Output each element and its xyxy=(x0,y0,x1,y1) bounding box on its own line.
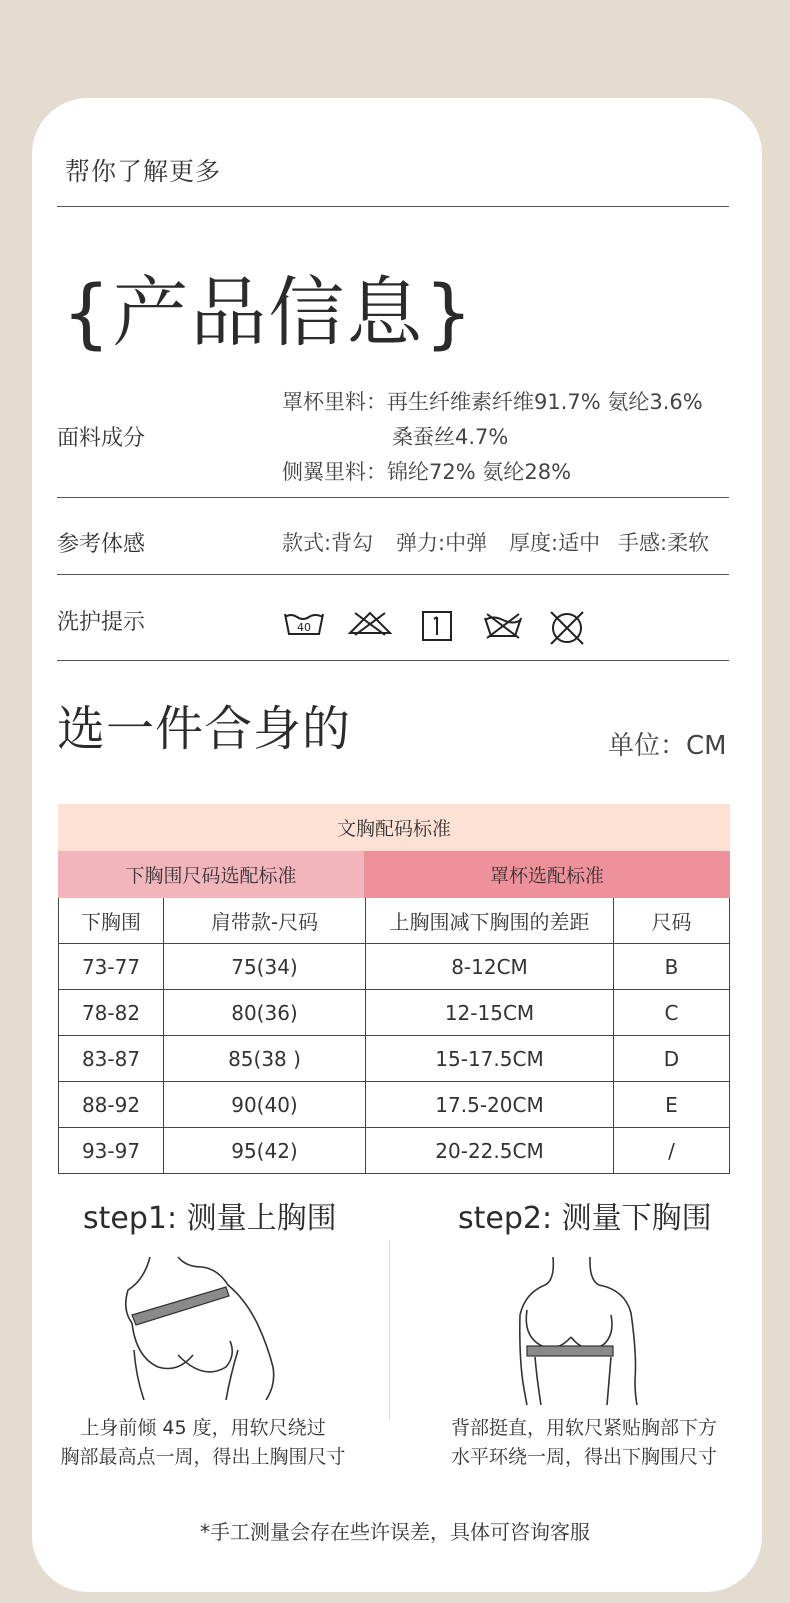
feel-elasticity: 弹力:中弹 xyxy=(396,531,488,555)
table-cell: 93-97 xyxy=(81,1138,141,1163)
table-cell: D xyxy=(613,1036,729,1081)
table-cell: 85(38 ) xyxy=(163,1036,365,1081)
fabric-line-2: 桑蚕丝4.7% xyxy=(392,425,509,449)
size-grid xyxy=(58,898,730,1174)
product-info-title: {产品信息} xyxy=(62,268,475,357)
table-cell: B xyxy=(613,944,729,989)
table-cell: E xyxy=(613,1082,729,1127)
care-label: 洗护提示 xyxy=(57,610,146,635)
table-cell: 15-17.5CM xyxy=(365,1036,613,1081)
table-header-row xyxy=(59,898,729,943)
table-row xyxy=(59,989,729,1035)
group-underbust: 下胸围尺码选配标准 xyxy=(58,851,364,898)
table-cell: 75(34) xyxy=(163,944,365,989)
fabric-line-1: 罩杯里料：再生纤维素纤维91.7% 氨纶3.6% xyxy=(282,390,703,414)
size-table-groups xyxy=(58,851,730,898)
table-cell: 12-15CM xyxy=(365,990,613,1035)
table-cell: 90(40) xyxy=(163,1082,365,1127)
header-cell: 上胸围减下胸围的差距 xyxy=(365,898,613,943)
svg-text:40: 40 xyxy=(297,621,311,634)
divider xyxy=(57,497,729,498)
table-row xyxy=(59,1035,729,1081)
header-cell: 下胸围 xyxy=(81,910,141,934)
table-cell: 8-12CM xyxy=(365,944,613,989)
step1-caption-line2: 胸部最高点一周，得出上胸围尺寸 xyxy=(60,1446,346,1468)
table-cell: 73-77 xyxy=(81,954,141,979)
table-cell: C xyxy=(613,990,729,1035)
no-dry-clean-icon xyxy=(547,610,587,646)
fabric-label: 面料成分 xyxy=(57,426,146,451)
step2-title: step2: 测量下胸围 xyxy=(458,1201,712,1236)
table-row xyxy=(59,1081,729,1127)
table-cell: 17.5-20CM xyxy=(365,1082,613,1127)
step1-caption-line1: 上身前倾 45 度，用软尺绕过 xyxy=(80,1417,326,1439)
feel-touch: 手感:柔软 xyxy=(618,531,710,555)
step1-illustration xyxy=(118,1255,288,1400)
header-cell: 尺码 xyxy=(613,898,729,943)
table-row xyxy=(59,1127,729,1173)
measurement-note: *手工测量会存在些许误差，具体可咨询客服 xyxy=(200,1520,590,1544)
table-cell: / xyxy=(613,1128,729,1173)
help-title: 帮你了解更多 xyxy=(65,157,222,186)
step-divider xyxy=(389,1240,390,1420)
table-cell: 83-87 xyxy=(81,1046,141,1071)
table-cell: 80(36) xyxy=(163,990,365,1035)
divider xyxy=(57,660,729,661)
step2-caption-line2: 水平环绕一周，得出下胸围尺寸 xyxy=(450,1446,717,1468)
no-bleach-icon xyxy=(347,610,393,636)
size-table-title: 文胸配码标准 xyxy=(58,804,730,851)
fit-title: 选一件合身的 xyxy=(57,701,352,757)
group-cup: 罩杯选配标准 xyxy=(364,851,730,898)
step1-title: step1: 测量上胸围 xyxy=(83,1201,337,1236)
fabric-line-3: 侧翼里料：锦纶72% 氨纶28% xyxy=(282,460,572,484)
header-cell: 肩带款-尺码 xyxy=(163,898,365,943)
divider xyxy=(57,574,729,575)
step2-illustration xyxy=(515,1255,660,1405)
table-cell: 20-22.5CM xyxy=(365,1128,613,1173)
no-tumble-dry-icon xyxy=(481,610,525,640)
unit-label: 单位：CM xyxy=(608,731,727,761)
feel-style: 款式:背勾 xyxy=(282,531,374,555)
step2-caption-line1: 背部挺直，用软尺紧贴胸部下方 xyxy=(450,1417,717,1439)
feel-thickness: 厚度:适中 xyxy=(509,531,601,555)
table-cell: 88-92 xyxy=(81,1092,141,1117)
table-cell: 95(42) xyxy=(163,1128,365,1173)
table-row xyxy=(59,943,729,989)
table-cell: 78-82 xyxy=(81,1000,141,1025)
line-dry-icon xyxy=(421,610,453,642)
divider xyxy=(57,206,729,207)
feel-label: 参考体感 xyxy=(57,532,146,557)
wash-40-icon xyxy=(283,610,325,636)
size-table xyxy=(58,804,730,1174)
